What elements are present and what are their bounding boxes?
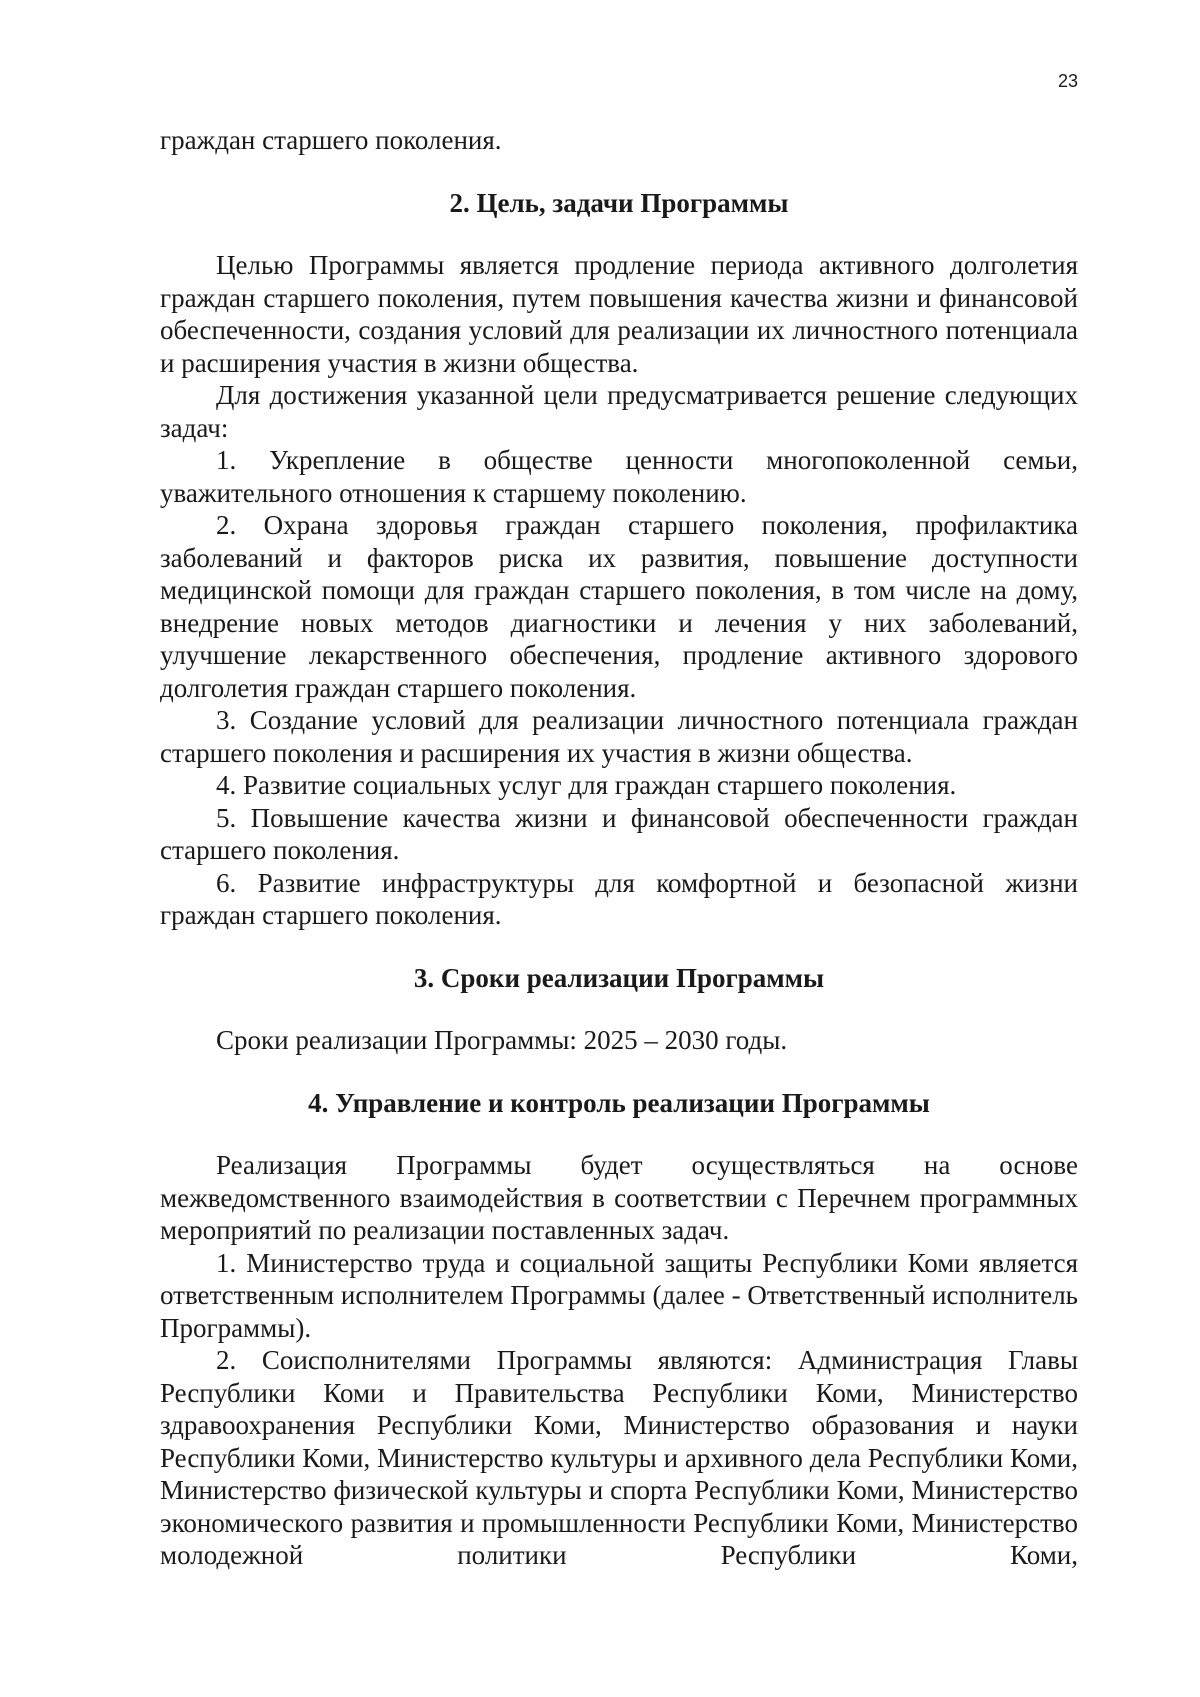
section-3-body [160, 1024, 1078, 1057]
section-2-heading: 2. Цель, задачи Программы [449, 187, 789, 218]
paragraph: Сроки реализации Программы: 2025 – 2030 годы. [216, 1025, 788, 1055]
list-item: 2. Соисполнителями Программы являются: Администрация Главы Республики Коми и Правительства Республики Коми, Министерство здравоохранения Республики Коми, Министерство образования и науки Республики Коми, Министерство культуры и архивного дела Республики Коми, Министерство физической культуры и спорта Республики Коми, Министерство экономического развития и промышленности Республики Коми, Министерство молодежной политики Республики Коми, [160, 1345, 1078, 1570]
list-item: 5. Повышение качества жизни и финансовой обеспеченности граждан старшего поколения. [160, 802, 1078, 865]
paragraph: Для достижения указанной цели предусматривается решение следующих задач: [160, 380, 1078, 443]
list-item: 6. Развитие инфраструктуры для комфортной и безопасной жизни граждан старшего поколения. [160, 867, 1078, 930]
paragraph: Целью Программы является продление периода активного долголетия граждан старшего поколения, путем повышения качества жизни и финансовой обеспеченности, создания условий для реализации их личностного потенциала и расширения участия в жизни общества. [160, 250, 1078, 378]
section-2-body [160, 249, 1078, 932]
section-3-heading: 3. Сроки реализации Программы [413, 962, 825, 993]
list-item: 3. Создание условий для реализации личностного потенциала граждан старшего поколения и расширения их участия в жизни общества. [160, 705, 1078, 768]
intro-line: граждан старшего поколения. [160, 125, 502, 155]
page-number: 23 [1058, 71, 1079, 91]
document-body [160, 124, 1078, 1572]
list-item: 1. Министерство труда и социальной защиты Республики Коми является ответственным исполнителем Программы (далее - Ответственный исполнитель Программы). [160, 1247, 1078, 1343]
section-4-body [160, 1149, 1078, 1572]
list-item: 4. Развитие социальных услуг для граждан старшего поколения. [216, 770, 957, 800]
list-item: 2. Охрана здоровья граждан старшего поколения, профилактика заболеваний и факторов риска их развития, повышение доступности медицинской помощи для граждан старшего поколения, в том числе на дому, внедрение новых методов диагностики и лечения у них заболеваний, улучшение лекарственного обеспечения, продление активного здорового долголетия граждан старшего поколения. [160, 510, 1078, 703]
list-item: 1. Укрепление в обществе ценности многопоколенной семьи, уважительного отношения к старшему поколению. [160, 445, 1078, 508]
paragraph: Реализация Программы будет осуществляться на основе межведомственного взаимодействия в соответствии с Перечнем программных мероприятий по реализации поставленных задач. [160, 1150, 1078, 1245]
section-4-heading: 4. Управление и контроль реализации Программы [308, 1087, 930, 1118]
